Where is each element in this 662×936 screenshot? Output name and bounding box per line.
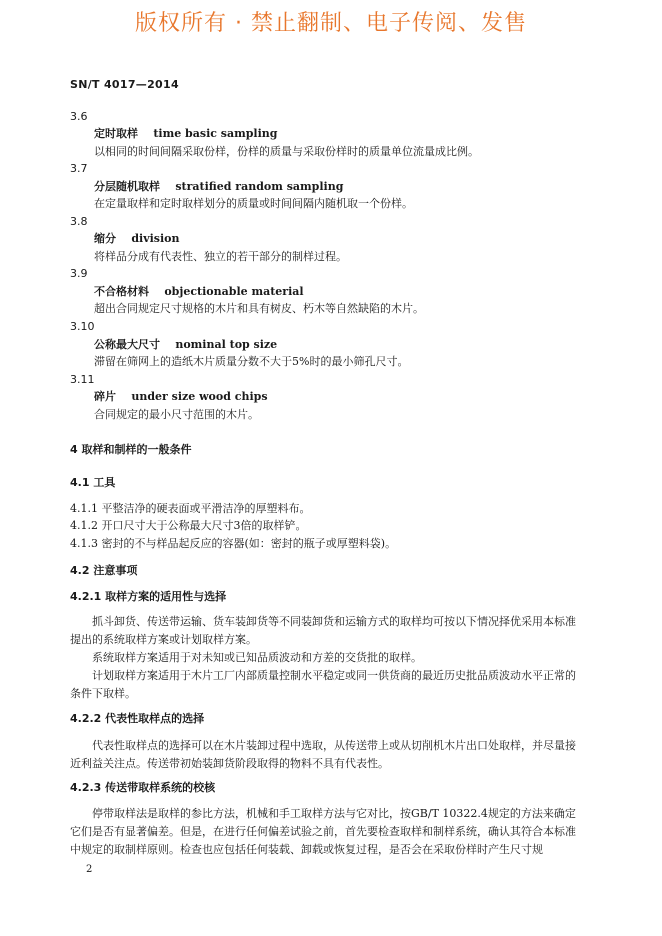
list-item: 4.1.2 开口尺寸大于公称最大尺寸3倍的取样铲。: [70, 519, 307, 532]
list-item: 4.1.1 平整洁净的硬表面或平滑洁净的厚塑料布。: [70, 502, 311, 515]
term-definition: 在定量取样和定时取样划分的质量或时间间隔内随机取一个份样。: [94, 197, 413, 210]
term-title: 碎片 under size wood chips: [94, 390, 268, 403]
term-title: 定时取样 time basic sampling: [94, 127, 278, 140]
standard-header: SN/T 4017—2014: [70, 78, 179, 91]
paragraph: 系统取样方案适用于对未知或已知品质波动和方差的交货批的取样。: [92, 651, 422, 664]
term-definition: 以相同的时间间隔采取份样，份样的质量与采取份样时的质量单位流量成比例。: [94, 145, 479, 158]
list-item: 4.1.3 密封的不与样品起反应的容器(如：密封的瓶子或厚塑料袋)。: [70, 537, 397, 550]
term-definition: 将样品分成有代表性、独立的若干部分的制样过程。: [94, 250, 347, 263]
section-heading: 4.2.3 传送带取样系统的校核: [70, 781, 216, 794]
section-heading: 4.2.1 取样方案的适用性与选择: [70, 590, 227, 603]
section-heading: 4 取样和制样的一般条件: [70, 443, 192, 456]
paragraph-block: [70, 805, 585, 859]
copyright-watermark: 版权所有 · 禁止翻制、电子传阅、发售: [135, 11, 527, 36]
term-title: 分层随机取样 stratified random sampling: [94, 180, 344, 193]
term-number: 3.6: [70, 110, 88, 123]
section-heading: 4.2 注意事项: [70, 564, 138, 577]
term-definition: 滞留在筛网上的造纸木片质量分数不大于5%时的最小筛孔尺寸。: [94, 355, 409, 368]
paragraph-block: [70, 613, 585, 703]
term-title: 不合格材料 objectionable material: [94, 285, 304, 298]
term-title: 公称最大尺寸 nominal top size: [94, 338, 278, 351]
section-heading: 4.2.2 代表性取样点的选择: [70, 712, 205, 725]
paragraph-block: [70, 737, 585, 773]
term-title: 缩分 division: [94, 232, 180, 245]
term-number: 3.10: [70, 320, 95, 333]
page-number: 2: [86, 864, 93, 875]
paragraph: 停带取样法是取样的参比方法，机械和手工取样方法与它对比，按GB/T 10322.4规定的方法来确定它们是否有显著偏差。但是，在进行任何偏差试验之前，首先要检查取样和制样系统，确认其符合本标准中规定的取制样原则。检查也应包括任何装载、卸载或恢复过程，是否会在采取份样时产生尺寸规: [70, 807, 576, 856]
term-definition: 合同规定的最小尺寸范围的木片。: [94, 408, 259, 421]
term-number: 3.11: [70, 373, 95, 386]
paragraph: 计划取样方案适用于木片工厂内部质量控制水平稳定或同一供货商的最近历史批品质波动水平正常的条件下取样。: [70, 669, 576, 700]
paragraph: 抓斗卸货、传送带运输、货车装卸货等不同装卸货和运输方式的取样均可按以下情况择优采用本标准提出的系统取样方案或计划取样方案。: [70, 615, 576, 646]
term-number: 3.9: [70, 267, 88, 280]
section-heading: 4.1 工具: [70, 476, 116, 489]
term-number: 3.7: [70, 162, 88, 175]
paragraph: 代表性取样点的选择可以在木片装卸过程中选取，从传送带上或从切削机木片出口处取样，并尽量接近利益关注点。传送带初始装卸货阶段取得的物料不具有代表性。: [70, 739, 576, 770]
term-number: 3.8: [70, 215, 88, 228]
term-definition: 超出合同规定尺寸规格的木片和具有树皮、朽木等自然缺陷的木片。: [94, 302, 424, 315]
